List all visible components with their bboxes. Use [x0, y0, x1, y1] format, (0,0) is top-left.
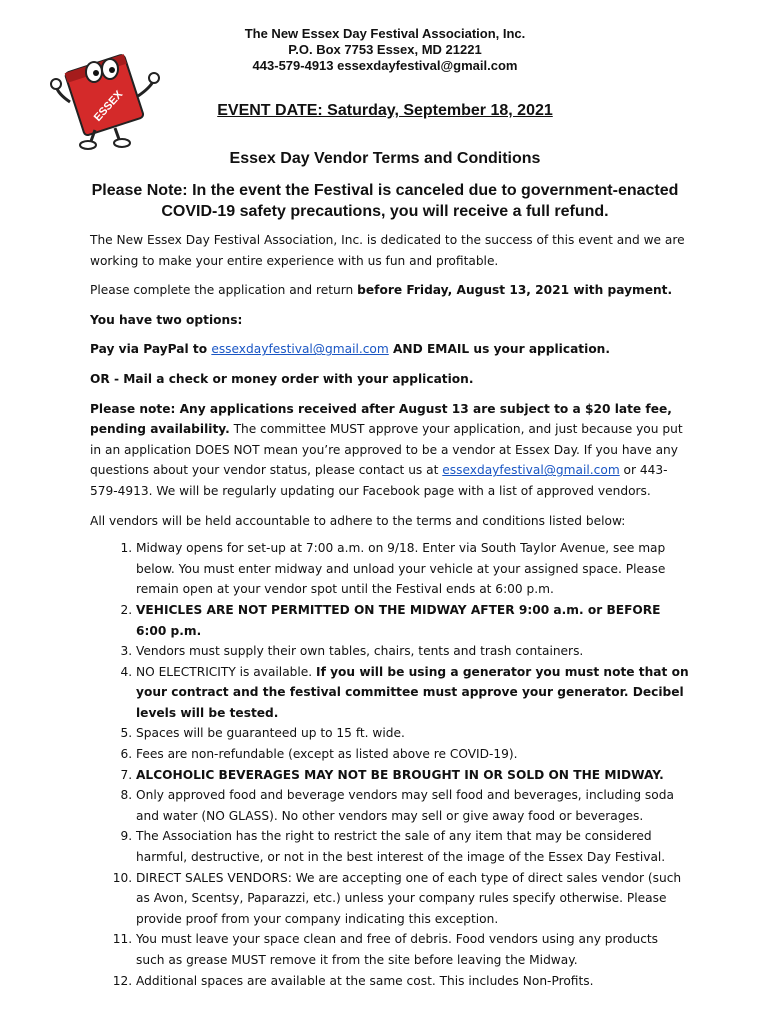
accountable-paragraph: All vendors will be held accountable to adhere to the terms and conditions listed below: [90, 513, 626, 528]
term-item: 3. Vendors must supply their own tables, chairs, tents and trash containers. [136, 641, 690, 662]
document-body [90, 230, 690, 991]
term-item: 2. VEHICLES ARE NOT PERMITTED ON THE MIDWAY AFTER 9:00 a.m. or BEFORE 6:00 p.m. [136, 600, 690, 641]
term-item: 7. ALCOHOLIC BEVERAGES MAY NOT BE BROUGHT IN OR SOLD ON THE MIDWAY. [136, 765, 690, 786]
paypal-before: Pay via PayPal to [90, 342, 212, 357]
event-date-text: EVENT DATE: Saturday, September 18, 2021 [217, 102, 553, 119]
paypal-email-link[interactable]: essexdayfestival@gmail.com [211, 342, 389, 357]
festival-mascot-logo [50, 42, 160, 150]
paypal-option [90, 339, 690, 360]
term-item: 4. NO ELECTRICITY is available. If you will be using a generator you must note that on your contract and the festival committee must approve your generator. Decibel levels will be tested. [136, 662, 690, 724]
org-address: P.O. Box 7753 Essex, MD 21221 [288, 42, 482, 57]
complete-paragraph [90, 280, 690, 301]
terms-list [90, 538, 690, 991]
late-fee-paragraph [90, 399, 690, 502]
org-contact: 443-579-4913 essexdayfestival@gmail.com [252, 58, 518, 73]
complete-text: Please complete the application and return [90, 283, 358, 298]
term-item: 10. DIRECT SALES VENDORS: We are accepting one of each type of direct sales vendor (such as Avon, Scentsy, Paparazzi, etc.) unless your company rules specify otherwise. Please provide proof from your company indicating this exception. [136, 868, 690, 930]
late-fee-bold: Please note: Any applications received after August 13 are subject to a $20 late fee, pending availability. [90, 401, 672, 437]
term-item: 8. Only approved food and beverage vendors may sell food and beverages, including soda and water (NO GLASS). No other vendors may sell or give away food or beverages. [136, 785, 690, 826]
term-item: 6. Fees are non-refundable (except as listed above re COVID-19). [136, 744, 690, 765]
terms-title: Essex Day Vendor Terms and Conditions [229, 150, 541, 167]
term-item: 9. The Association has the right to restrict the sale of any item that may be considered harmful, destructive, or not in the best interest of the image of the Essex Day Festival. [136, 826, 690, 867]
term-item: 11. You must leave your space clean and free of debris. Food vendors using any products such as grease MUST remove it from the site before leaving the Midway. [136, 929, 690, 970]
mail-option: OR - Mail a check or money order with your application. [90, 371, 474, 386]
term-item: 1. Midway opens for set-up at 7:00 a.m. on 9/18. Enter via South Taylor Avenue, see map below. You must enter midway and unload your vehicle at your assigned space. Please remain open at your vendor spot until the Festival ends at 6:00 p.m. [136, 538, 690, 600]
organization-header [180, 26, 590, 74]
org-name: The New Essex Day Festival Association, Inc. [244, 26, 526, 41]
contact-email-link[interactable]: essexdayfestival@gmail.com [442, 463, 620, 478]
late-fee-text2: or 443-579-4913. We will be regularly updating our Facebook page with a list of approved vendors. [90, 463, 668, 498]
complete-deadline: before Friday, August 13, 2021 with payment. [357, 283, 673, 298]
svg-text:ESSEX: ESSEX [91, 88, 126, 124]
event-date-heading [0, 102, 770, 120]
paypal-after: AND EMAIL us your application. [388, 342, 610, 357]
two-options-heading: You have two options: [90, 312, 243, 327]
term-item: 5. Spaces will be guaranteed up to 15 ft. wide. [136, 723, 690, 744]
intro-paragraph: The New Essex Day Festival Association, Inc. is dedicated to the success of this event and we are working to make your entire experience with us fun and profitable. [90, 233, 685, 268]
late-fee-text1: The committee MUST approve your application, and just because you put in an application DOES NOT mean you’re approved to be a vendor at Essex Day. If you have any questions about your vendor status, please contact us at [90, 422, 683, 478]
covid-refund-note: Please Note: In the event the Festival is canceled due to government-enacted COVID-19 safety precautions, you will receive a full refund. [91, 182, 679, 220]
term-item: 12. Additional spaces are available at the same cost. This includes Non-Profits. [136, 971, 690, 992]
